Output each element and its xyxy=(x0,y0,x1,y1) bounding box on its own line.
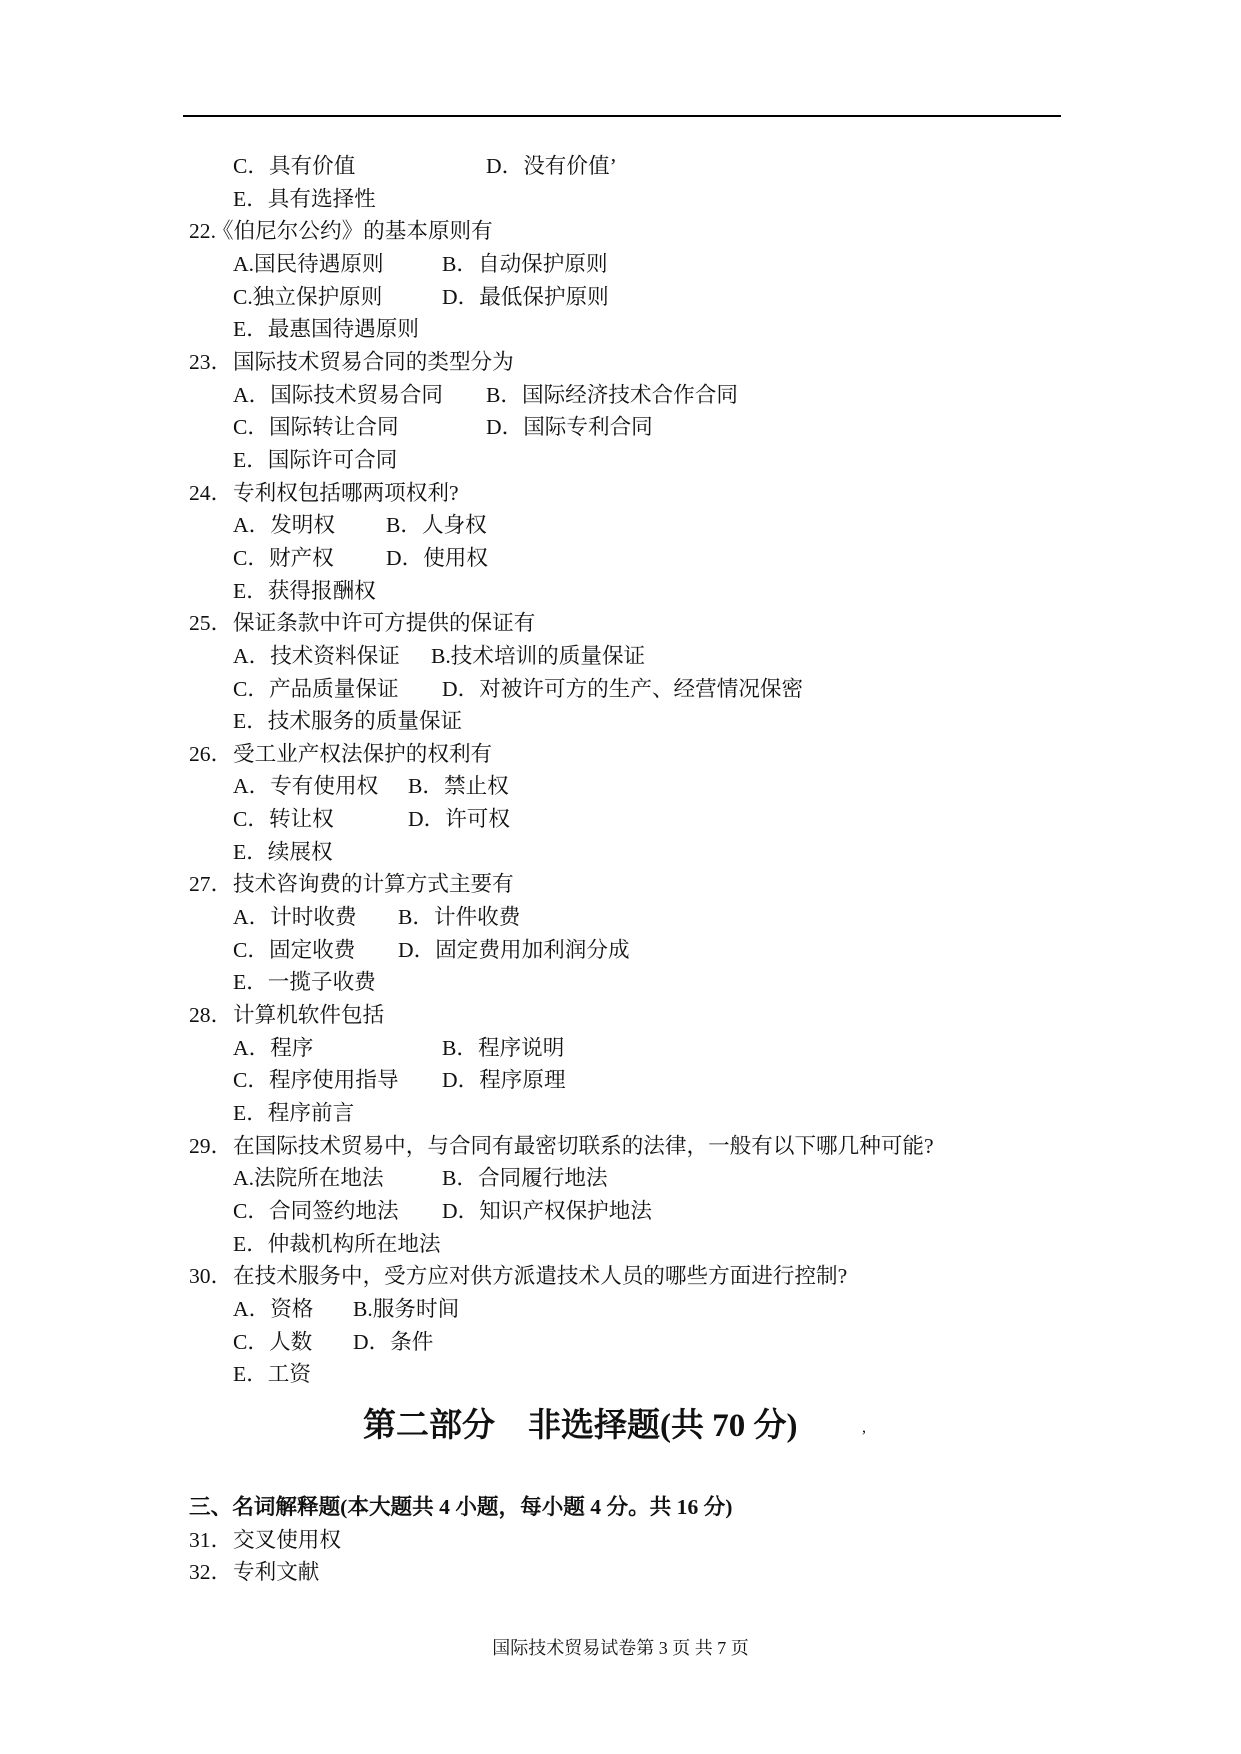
option-row xyxy=(0,1326,1241,1359)
option-a: A．发明权 xyxy=(233,513,335,538)
question-number: 23． xyxy=(189,349,233,374)
option-c: C．人数 xyxy=(233,1329,313,1354)
option-b: B．禁止权 xyxy=(408,774,509,799)
question-stem: 专利文献 xyxy=(233,1560,320,1585)
option-row xyxy=(0,1293,1241,1326)
option-b: B．自动保护原则 xyxy=(442,251,608,276)
question-stem: 交叉使用权 xyxy=(233,1527,341,1552)
option-b: B．人身权 xyxy=(386,513,487,538)
question-29 xyxy=(0,1130,1241,1163)
option-a: A．专有使用权 xyxy=(233,774,379,799)
option-c: C.独立保护原则 xyxy=(233,284,383,309)
option-e: E．获得报酬权 xyxy=(233,578,376,603)
option-row xyxy=(0,1228,1241,1261)
option-row xyxy=(0,836,1241,869)
option-d: D．条件 xyxy=(353,1329,434,1354)
section-heading: 三、名词解释题(本大题共 4 小题，每小题 4 分。共 16 分) xyxy=(189,1495,733,1519)
question-25 xyxy=(0,607,1241,640)
question-number: 31． xyxy=(189,1527,233,1552)
option-d: D．国际专利合同 xyxy=(486,415,653,440)
option-a: A．程序 xyxy=(233,1035,314,1060)
option-e: E．技术服务的质量保证 xyxy=(233,709,463,734)
option-e: E．工资 xyxy=(233,1362,311,1387)
question-30 xyxy=(0,1260,1241,1293)
question-number: 26． xyxy=(189,741,233,766)
option-row xyxy=(0,509,1241,542)
header-rule xyxy=(183,115,1061,117)
option-row xyxy=(0,901,1241,934)
question-number: 27． xyxy=(189,872,233,897)
option-a: A.国民待遇原则 xyxy=(233,251,384,276)
option-row xyxy=(0,379,1241,412)
question-stem: 受工业产权法保护的权利有 xyxy=(233,741,493,766)
option-row xyxy=(0,183,1241,216)
option-d: D．使用权 xyxy=(386,545,488,570)
question-stem: 《伯尼尔公约》的基本原则有 xyxy=(212,219,493,244)
option-a: A．计时收费 xyxy=(233,905,357,930)
option-d: D．许可权 xyxy=(408,807,510,832)
option-c: C．固定收费 xyxy=(233,937,356,962)
option-e: E．最惠国待遇原则 xyxy=(233,317,419,342)
option-row xyxy=(0,444,1241,477)
question-number: 25． xyxy=(189,611,233,636)
option-row xyxy=(0,966,1241,999)
question-stem: 国际技术贸易合同的类型分为 xyxy=(233,349,514,374)
question-number: 29． xyxy=(189,1133,233,1158)
option-d: D．没有价值’ xyxy=(486,154,617,178)
option-e: E．程序前言 xyxy=(233,1101,355,1126)
option-row xyxy=(0,770,1241,803)
option-e: E．具有选择性 xyxy=(233,186,376,211)
option-row xyxy=(0,640,1241,673)
option-row xyxy=(0,575,1241,608)
question-number: 22. xyxy=(189,219,216,244)
option-c: C．具有价值 xyxy=(233,154,356,178)
question-27 xyxy=(0,868,1241,901)
option-c: C．财产权 xyxy=(233,545,334,570)
option-e: E．仲裁机构所在地法 xyxy=(233,1231,441,1256)
option-row xyxy=(0,673,1241,706)
question-22 xyxy=(0,215,1241,248)
option-a: A．资格 xyxy=(233,1296,314,1321)
section-three xyxy=(0,1491,1241,1589)
question-stem: 技术咨询费的计算方式主要有 xyxy=(233,872,514,897)
option-row xyxy=(0,542,1241,575)
option-a: A．国际技术贸易合同 xyxy=(233,382,443,407)
question-number: 24． xyxy=(189,480,233,505)
option-row xyxy=(0,1358,1241,1391)
question-number: 28． xyxy=(189,1003,233,1028)
question-31 xyxy=(0,1524,1241,1557)
question-32 xyxy=(0,1556,1241,1589)
question-number: 30． xyxy=(189,1264,233,1289)
option-row xyxy=(0,313,1241,346)
option-d: D．最低保护原则 xyxy=(442,284,609,309)
option-e: E．一揽子收费 xyxy=(233,970,376,995)
question-stem: 在技术服务中，受方应对供方派遣技术人员的哪些方面进行控制? xyxy=(233,1264,848,1289)
option-c: C．转让权 xyxy=(233,807,334,832)
option-c: C．产品质量保证 xyxy=(233,676,399,701)
option-row xyxy=(0,934,1241,967)
option-row xyxy=(0,1195,1241,1228)
option-a: A.法院所在地法 xyxy=(233,1166,384,1191)
option-b: B．合同履行地法 xyxy=(442,1166,608,1191)
option-d: D．对被许可方的生产、经营情况保密 xyxy=(442,676,804,701)
question-stem: 在国际技术贸易中，与合同有最密切联系的法律，一般有以下哪几种可能? xyxy=(233,1133,934,1158)
option-b: B．程序说明 xyxy=(442,1035,565,1060)
option-row xyxy=(0,150,1241,183)
option-b: B．国际经济技术合作合同 xyxy=(486,382,738,407)
question-list xyxy=(0,150,1241,1391)
option-d: D．知识产权保护地法 xyxy=(442,1199,652,1223)
question-number: 32． xyxy=(189,1560,233,1585)
option-c: C．程序使用指导 xyxy=(233,1068,399,1093)
question-24 xyxy=(0,477,1241,510)
option-b: B．计件收费 xyxy=(398,905,521,930)
option-row xyxy=(0,1064,1241,1097)
option-row xyxy=(0,1162,1241,1195)
option-d: D．固定费用加利润分成 xyxy=(398,937,630,962)
section-heading-row xyxy=(0,1491,1241,1524)
stray-mark: , xyxy=(862,1419,866,1436)
option-row xyxy=(0,281,1241,314)
option-row xyxy=(0,248,1241,281)
option-e: E．续展权 xyxy=(233,839,333,864)
option-b: B.技术培训的质量保证 xyxy=(431,643,646,668)
question-23 xyxy=(0,346,1241,379)
option-a: A．技术资料保证 xyxy=(233,643,400,668)
question-stem: 专利权包括哪两项权利? xyxy=(233,480,459,505)
option-c: C．国际转让合同 xyxy=(233,415,399,440)
option-c: C．合同签约地法 xyxy=(233,1199,399,1223)
page-footer: 国际技术贸易试卷第 3 页 共 7 页 xyxy=(492,1638,749,1658)
option-e: E．国际许可合同 xyxy=(233,447,398,472)
question-stem: 计算机软件包括 xyxy=(233,1003,385,1028)
option-row xyxy=(0,803,1241,836)
part-two-title: 第二部分 非选择题(共 70 分) xyxy=(363,1408,798,1444)
question-26 xyxy=(0,738,1241,771)
question-stem: 保证条款中许可方提供的保证有 xyxy=(233,611,536,636)
option-row xyxy=(0,1097,1241,1130)
option-d: D．程序原理 xyxy=(442,1068,566,1093)
option-row xyxy=(0,705,1241,738)
option-row xyxy=(0,411,1241,444)
option-b: B.服务时间 xyxy=(353,1296,460,1321)
option-row xyxy=(0,1032,1241,1065)
question-28 xyxy=(0,999,1241,1032)
